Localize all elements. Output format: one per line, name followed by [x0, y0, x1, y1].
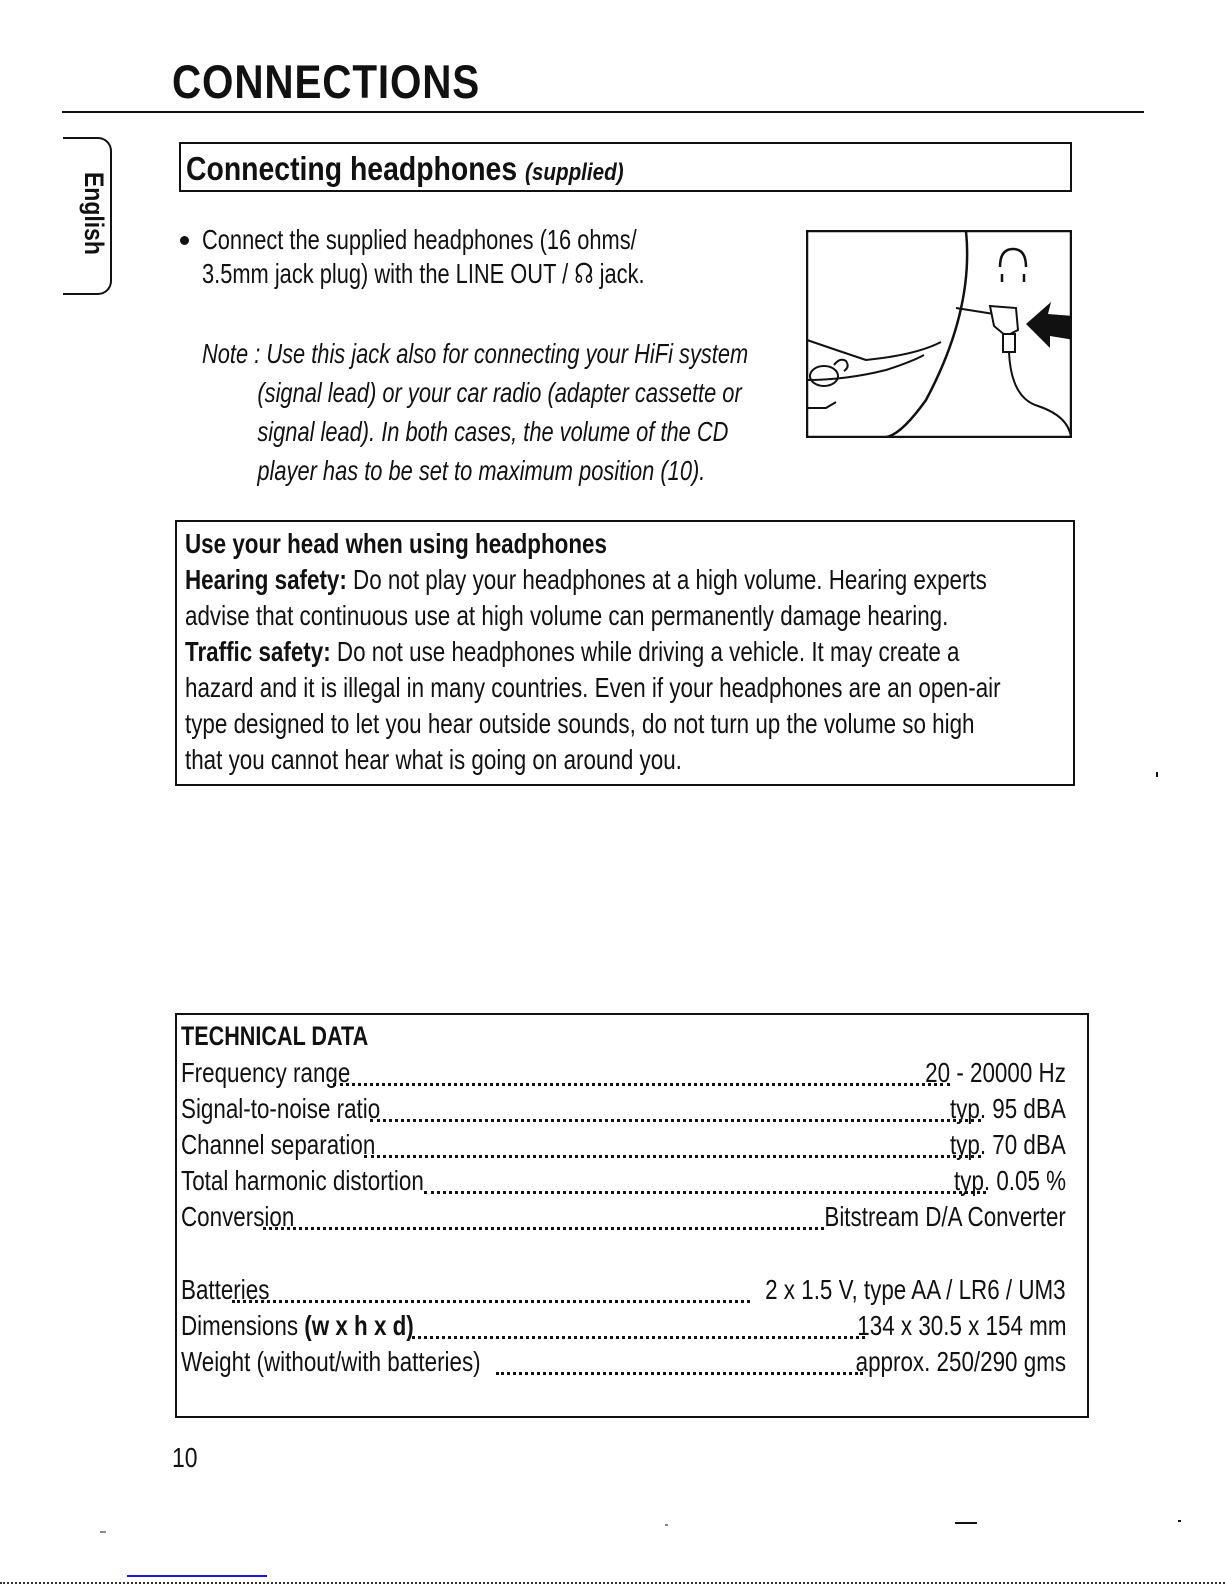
note-line: signal lead). In both cases, the volume of the CD — [257, 416, 729, 447]
spec-value: typ. 70 dBA — [950, 1129, 1066, 1160]
scan-speck — [955, 1522, 977, 1524]
leader-dots — [424, 1191, 985, 1194]
warning-line — [185, 562, 1001, 598]
headphone-jack-illustration — [806, 230, 1072, 438]
illustration-frame — [807, 231, 1071, 437]
warning-text: Do not use headphones while driving a vehicle. It may create a — [330, 636, 960, 667]
note-label: Note : — [202, 338, 261, 369]
spec-value: 2 x 1.5 V, type AA / LR6 / UM3 — [765, 1274, 1066, 1305]
traffic-safety-label: Traffic safety: — [185, 636, 331, 667]
spec-row — [181, 1346, 1066, 1382]
page-bottom-edge — [0, 1582, 1225, 1584]
note-block — [202, 334, 902, 490]
spec-row — [181, 1057, 1066, 1093]
spec-value: approx. 250/290 gms — [855, 1346, 1066, 1377]
page-number: 10 — [172, 1442, 198, 1473]
leader-dots — [333, 1083, 950, 1086]
scan-speck — [100, 1531, 106, 1533]
warning-line: advise that continuous use at high volume can permanently damage hearing. — [185, 600, 949, 631]
hearing-safety-label: Hearing safety: — [185, 564, 347, 595]
warning-text: Do not play your headphones at a high volume. Hearing experts — [346, 564, 987, 595]
section-heading — [186, 150, 624, 188]
bullet-line: Connect the supplied headphones (16 ohms/ — [202, 224, 637, 255]
warning-line: that you cannot hear what is going on around you. — [185, 744, 682, 775]
spec-value: 20 - 20000 Hz — [925, 1057, 1066, 1088]
warning-line: type designed to let you hear outside sounds, do not turn up the volume so high — [185, 708, 975, 739]
note-text: Use this jack also for connecting your HiFi system — [266, 338, 749, 369]
spec-label: Signal-to-noise ratio — [181, 1093, 381, 1124]
spec-label — [181, 1310, 414, 1342]
spec-row — [181, 1165, 1066, 1201]
spec-label: Batteries — [181, 1274, 270, 1305]
spec-row — [181, 1093, 1066, 1129]
technical-data-title: TECHNICAL DATA — [181, 1021, 369, 1051]
note-line: (signal lead) or your car radio (adapter cassette or — [257, 377, 742, 408]
section-heading-title: Connecting headphones — [186, 150, 518, 187]
leader-dots — [232, 1300, 751, 1303]
note-line: player has to be set to maximum position (10). — [257, 455, 706, 486]
link-underline — [127, 1575, 267, 1577]
spec-label: Total harmonic distortion — [181, 1165, 424, 1196]
spec-label: Channel separation — [181, 1129, 376, 1160]
leader-dots — [412, 1336, 865, 1339]
spec-value: Bitstream D/A Converter — [824, 1201, 1066, 1232]
technical-data-box — [175, 1013, 1089, 1418]
spec-value: 134 x 30.5 x 154 mm — [856, 1310, 1066, 1341]
title-rule — [62, 111, 1144, 113]
leader-dots — [364, 1155, 981, 1158]
warning-title: Use your head when using headphones — [185, 528, 607, 559]
bullet-line: 3.5mm jack plug) with the LINE OUT / ☊ jack. — [202, 258, 645, 289]
bullet-icon — [180, 236, 189, 245]
spec-row — [181, 1274, 1066, 1310]
headphone-safety-warning — [175, 520, 1075, 786]
spec-row — [181, 1310, 1066, 1346]
section-heading-note: (supplied) — [525, 159, 624, 186]
language-tab-label: English — [79, 172, 109, 255]
warning-line — [185, 634, 1001, 670]
leader-dots — [263, 1227, 824, 1230]
spec-label-text: Dimensions — [181, 1310, 305, 1341]
bullet-instruction — [202, 223, 769, 291]
spec-value: typ. 0.05 % — [953, 1165, 1066, 1196]
spec-value: typ. 95 dBA — [950, 1093, 1066, 1124]
spec-label: Weight (without/with batteries) — [181, 1346, 481, 1377]
section-heading-box — [179, 142, 1072, 192]
spec-label-bold: (w x h x d) — [304, 1310, 414, 1341]
spec-row — [181, 1129, 1066, 1165]
spec-row — [181, 1201, 1066, 1237]
page-title: CONNECTIONS — [172, 55, 481, 108]
leader-dots — [496, 1372, 863, 1375]
scan-speck — [1178, 1520, 1181, 1522]
warning-line: hazard and it is illegal in many countries. Even if your headphones are an open-air — [185, 672, 1001, 703]
spec-label: Frequency range — [181, 1057, 351, 1088]
scan-speck — [1156, 772, 1158, 777]
spec-label: Conversion — [181, 1201, 295, 1232]
scan-speck — [665, 1524, 668, 1526]
note-line — [202, 334, 748, 373]
leader-dots — [370, 1119, 981, 1122]
